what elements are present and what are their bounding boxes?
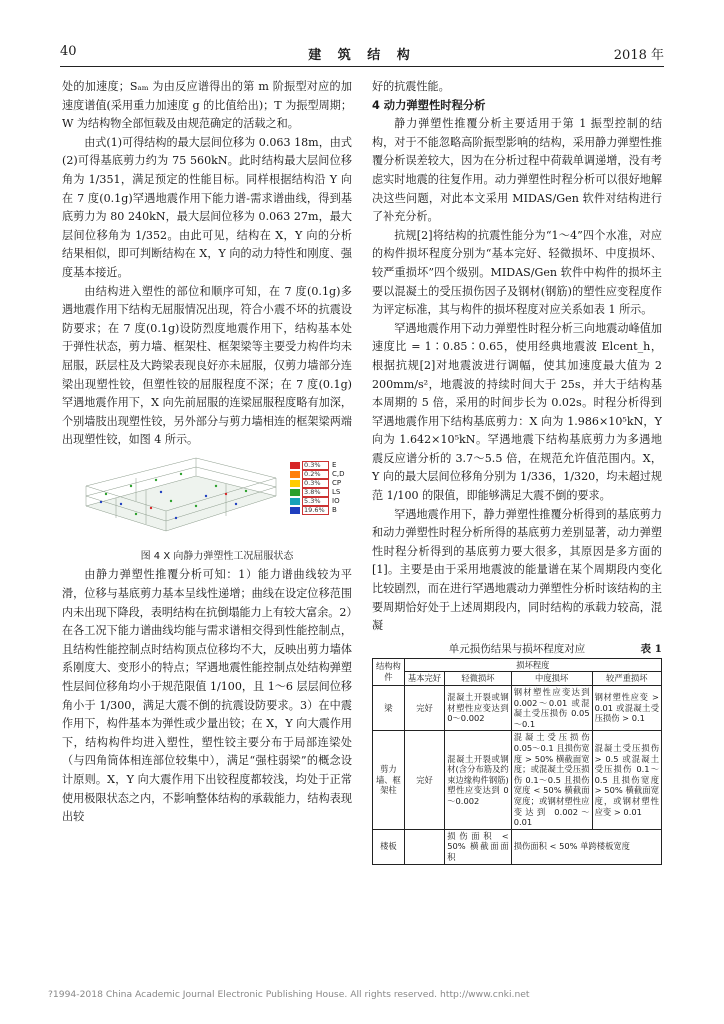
left-paragraph-2: 由式(1)可得结构的最大层间位移为 0.063 18m，由式(2)可得基底剪力约为 75 560kN。此时结构最大层间位移角为 1/351，满足预定的性能目标。同样根据结构沿 Y 向在 7 度(0.1g)罕遇地震作用下能力谱-需求谱曲线，得到基底剪力为 80 240kN，最大层间位移为 0.063 27m，最大层间位移角为 1/352。由此可见，结构在 X，Y 向的分析结果相似，即可判断结构在 X，Y 向的动力特性和刚度、强度基本接近。: [62, 135, 352, 279]
left-paragraph-3: 由结构进入塑性的部位和顺序可知，在 7 度(0.1g)多遇地震作用下结构无屈服情况出现，符合小震不坏的抗震设防要求；在 7 度(0.1g)设防烈度地震作用下，结构基本处于弹性状态，剪力墙、框架柱、框架梁等主要受力构件均未屈服，跃层柱及大跨梁表现良好亦未屈服，仅剪力墙部分连梁出现塑性铰，但塑性铰的屈服程度不深；在 7 度(0.1g)罕遇地震作用下，X 向先前屈服的连梁屈服程度略有加深，个别墙肢出现塑性铰，另外部分与剪力墙相连的框架梁两端出现塑性铰，如图 4 所示。: [62, 284, 352, 447]
table-cell: 完好: [404, 731, 444, 829]
legend-swatch: [290, 507, 300, 514]
table-row: [373, 686, 662, 731]
left-column: [62, 78, 352, 827]
table-cell-member: 楼板: [373, 829, 405, 864]
legend-percent: 19.6%: [302, 506, 329, 515]
table-header-cell: 基本完好: [404, 672, 444, 686]
legend-row: [290, 470, 345, 479]
right-column: [372, 78, 662, 865]
table-cell: 钢材塑性应变 > 0.01 或混凝土受压损伤 > 0.1: [592, 686, 661, 731]
journal-year: 2018 年: [613, 48, 664, 63]
table-header-row: [373, 672, 662, 686]
table-row: [373, 731, 662, 829]
header-rule: [60, 66, 664, 67]
legend-percent: 0.3%: [302, 479, 329, 488]
table-cell: 损伤面积 < 50% 单跨楼板宽度: [511, 829, 661, 864]
legend-row: [290, 506, 345, 515]
table-cell: 损伤面积 < 50% 横截面面积: [445, 829, 511, 864]
table-cell-member: 梁: [373, 686, 405, 731]
structure-model-image: [76, 456, 286, 542]
legend-label: B: [332, 505, 337, 514]
right-paragraph-1: 静力弹塑性推覆分析主要适用于第 1 振型控制的结构，对于不能忽略高阶振型影响的结构，采用静力弹塑性推覆分析误差较大，因为在分析过程中荷载单调递增，没有考虑实时地震的往复作用。动力弹塑性时程分析可以很好地解决这些问题，对此本文采用 MIDAS/Gen 软件对结构进行了补充分析。: [372, 117, 662, 224]
table-title-bar: [372, 640, 662, 658]
table-header-cell: 中度损坏: [511, 672, 592, 686]
journal-title: 建 筑 结 构: [308, 48, 416, 63]
table-header-grade: 损坏程度: [404, 658, 661, 672]
table-cell-member: 剪力墙、框架柱: [373, 731, 405, 829]
table-row: [373, 829, 662, 864]
page-number: 40: [60, 44, 77, 59]
legend-swatch: [290, 471, 300, 478]
table-title: 单元损伤结果与损坏程度对应: [448, 642, 586, 655]
legend-label: LS: [332, 487, 341, 496]
table-cell: 完好: [404, 686, 444, 731]
table-cell: 混凝土受压损伤 > 0.5 或混凝土受压损伤 0.1～0.5 且损伤宽度 > 50% 横截面宽度，或钢材塑性应变 > 0.01: [592, 731, 661, 829]
legend-swatch: [290, 480, 300, 487]
legend-row: [290, 461, 345, 470]
table-header-member: 结构构件: [373, 658, 405, 685]
left-paragraph-1: 处的加速度；Sₐₘ 为由反应谱得出的第 m 阶振型对应的加速度谱值(采用重力加速度 g 的比值给出)；T 为振型周期；W 为结构物全部恒载及由规范确定的活载之和。: [62, 80, 352, 131]
legend-percent: 3.8%: [302, 488, 329, 497]
legend-percent: 0.3%: [302, 461, 329, 470]
table-cell: 钢材塑性应变达到 0.002～0.01 或混凝土受压损伤 0.05～0.1: [511, 686, 592, 731]
right-paragraph-3: 罕遇地震作用下动力弹塑性时程分析三向地震动峰值加速度比 = 1∶0.85∶0.65，使用经典地震波 Elcent_h，根据抗规[2]对地震波进行调幅，使其加速度最大值为 2 200mm/s²，地震波的持续时间大于 25s，并大于结构基本周期的 5 倍，采用的时间步长为 0.02s。时程分析得到罕遇地震作用下结构基底剪力：X 向为 1.986×10⁵kN，Y 向为 1.642×10⁵kN。罕遇地震下结构基底剪力为多遇地震反应谱分析的 3.7～5.5 倍，在规范允许值范围内。X，Y 向的最大层间位移角分别为 1/336，1/320，均未超过规范 1/100 的限值，即能够满足大震不倒的要求。: [372, 321, 662, 503]
figure-4: [62, 456, 352, 544]
legend-row: [290, 497, 345, 506]
table-header-cell: 轻微损坏: [445, 672, 511, 686]
table-cell: 混凝土开裂或钢材塑性应变达到 0～0.002: [445, 686, 511, 731]
table-header-row: [373, 658, 662, 672]
right-paragraph-4: 罕遇地震作用下，静力弹塑性推覆分析得到的基底剪力和动力弹塑性时程分析所得的基底剪力差别显著，动力弹塑性时程分析得到的基底剪力要大很多，其原因是多方面的[1]。主要是由于采用地震波的能量谱在某个周期段内变化比较剧烈，而在进行罕遇地震动力弹塑性分析时该结构的主要周期恰好处于上述周期段内，同时结构的承载力较高，混凝: [372, 507, 662, 633]
legend-swatch: [290, 489, 300, 496]
right-paragraph-0: 好的抗震性能。: [372, 80, 450, 93]
legend-label: IO: [332, 496, 340, 505]
legend-row: [290, 479, 345, 488]
section-heading: 4 动力弹塑性时程分析: [372, 98, 486, 112]
legend-label: CP: [332, 478, 342, 487]
table-header-cell: 较严重损坏: [592, 672, 661, 686]
figure-caption: 图 4 X 向静力弹塑性工况屈服状态: [140, 550, 294, 562]
legend-label: E: [332, 460, 337, 469]
damage-grade-table: [372, 658, 662, 865]
legend-percent: 0.2%: [302, 470, 329, 479]
legend-swatch: [290, 498, 300, 505]
hinge-legend: [290, 461, 345, 515]
right-paragraph-2: 抗规[2]将结构的抗震性能分为“1～4”四个水准，对应的构件损坏程度分别为“基本完好、轻微损坏、中度损坏、较严重损坏”四个级别。MIDAS/Gen 软件中构件的损坏主要以混凝土的受压损伤因子及钢材(钢筋)的塑性应变程度作为评定标准，其与构件的损坏程度对应关系如表 1 所示。: [372, 228, 662, 317]
table-number: 表 1: [640, 642, 662, 655]
legend-swatch: [290, 462, 300, 469]
table-cell: 混凝土受压损伤 0.05～0.1 且损伤宽度 > 50% 横截面宽度；或混凝土受压损伤 0.1～0.5 且损伤宽度 < 50% 横截面宽度；或钢材塑性应变达到 0.002～0.01: [511, 731, 592, 829]
table-cell: [404, 829, 444, 864]
copyright-footer: ?1994-2018 China Academic Journal Electronic Publishing House. All rights reserved. http://www.cnki.net: [48, 989, 530, 1000]
page-header: [60, 44, 664, 64]
legend-row: [290, 488, 345, 497]
left-paragraph-4: 由静力弹塑性推覆分析可知：1）能力谱曲线较为平滑，位移与基底剪力基本呈线性递增；曲线在设定位移范围内未出现下降段，表明结构在抗倒塌能力上有较大富余。2）在各工况下能力谱曲线均能与需求谱相交得到性能控制点，且结构性能控制点时结构顶点位移均不大，反映出剪力墙体系刚度大、变形小的特点；罕遇地震性能控制点处结构弹塑性层间位移角均小于规范限值 1/100，且 1～6 层层间位移角小于 1/300，满足大震不倒的抗震设防要求。3）在中震作用下，构件基本为弹性或少量出铰；在 X，Y 向大震作用下，结构构件均进入塑性，塑性铰主要分布于局部连梁处（与四角筒体相连部位较集中），满足“强柱弱梁”的概念设计原则。X，Y 向大震作用下出铰程度都较浅，均处于正常使用极限状态之内，不影响整体结构的承载能力，结构表现出较: [62, 568, 352, 824]
table-cell: 混凝土开裂或钢材(含分布筋及约束边缘构件钢筋)塑性应变达到 0～0.002: [445, 731, 511, 829]
legend-label: C,D: [332, 469, 345, 478]
legend-percent: 5.3%: [302, 497, 329, 506]
